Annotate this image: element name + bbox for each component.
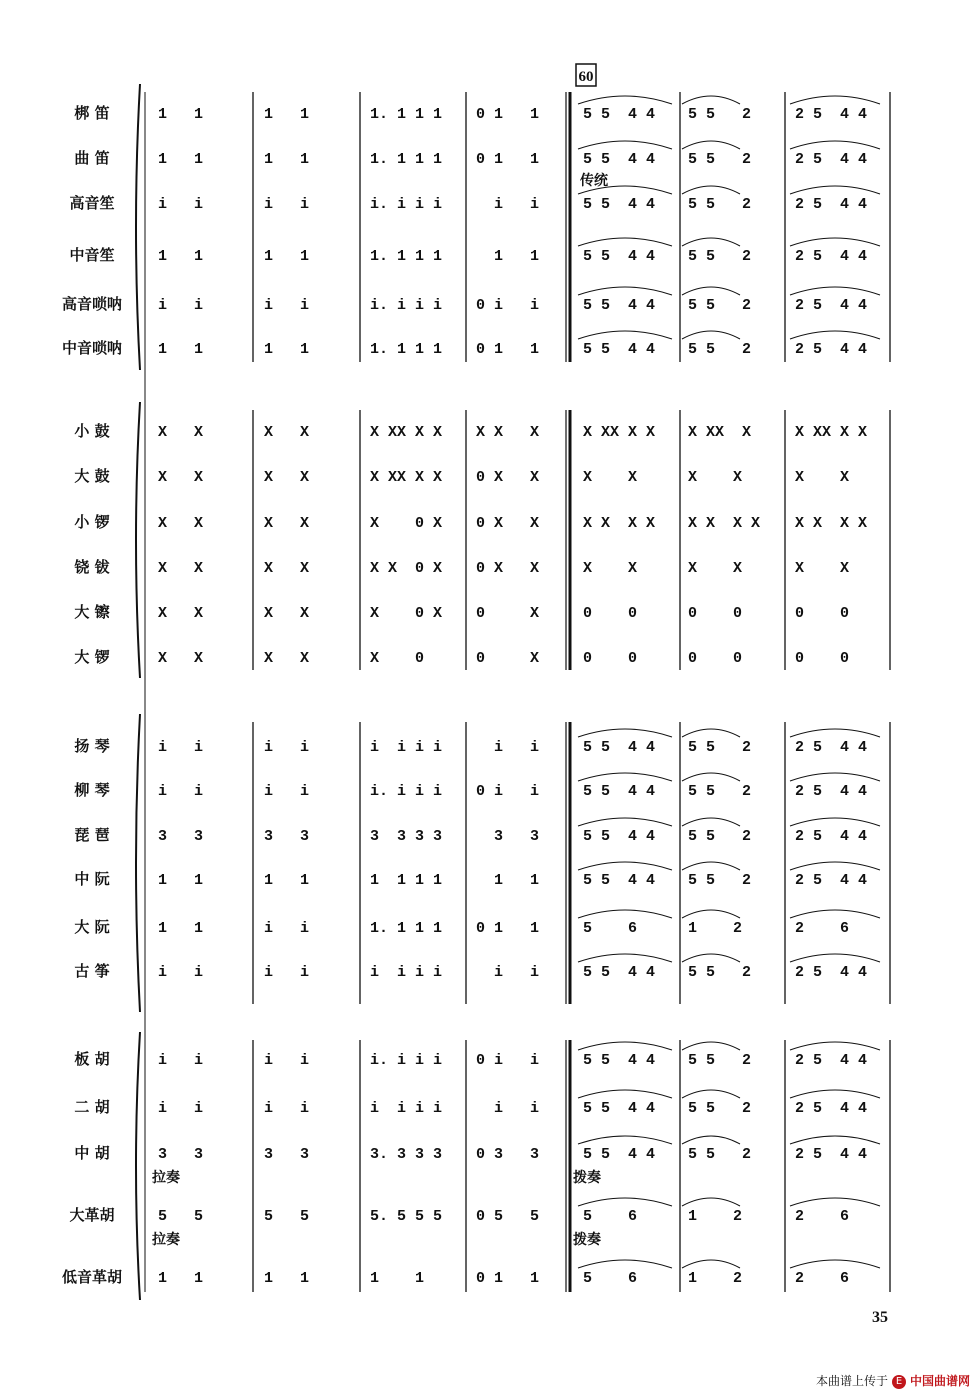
- measure-cell: 5 5 2: [688, 151, 752, 168]
- measure-cell: i i: [476, 1100, 540, 1117]
- measure-cell: 2 6: [795, 1208, 850, 1225]
- measure-cell: 2 5 4 4: [795, 1146, 868, 1163]
- slur: [790, 729, 880, 737]
- page-number: 35: [872, 1309, 888, 1326]
- measure-cell: 3 3: [158, 1146, 204, 1163]
- measure-cell: 0 X X: [476, 560, 540, 577]
- slur: [682, 773, 740, 781]
- slur: [578, 910, 672, 918]
- measure-cell: 1. 1 1 1: [370, 248, 443, 265]
- measure-cell: 3 3: [476, 828, 540, 845]
- measure-cell: X X: [688, 560, 743, 577]
- measure-cell: X XX X X: [583, 424, 656, 441]
- measure-cell: 1 1: [264, 341, 310, 358]
- measure-cell: 2 5 4 4: [795, 828, 868, 845]
- slur: [578, 331, 672, 339]
- measure-cell: X X: [158, 469, 204, 486]
- measure-cell: 0 3 3: [476, 1146, 540, 1163]
- instrument-name: 大革胡: [69, 1206, 115, 1224]
- slur: [790, 773, 880, 781]
- measure-cell: 5 5 4 4: [583, 783, 656, 800]
- footer-credit: [816, 1372, 970, 1389]
- measure-cell: 1 1: [158, 248, 204, 265]
- instrument-name: 低音革胡: [61, 1268, 123, 1286]
- measure-cell: X X X: [476, 424, 540, 441]
- measure-cell: 2 6: [795, 920, 850, 937]
- slur: [790, 910, 880, 918]
- measure-cell: 5 5 4 4: [583, 872, 656, 889]
- performance-note: 拨奏: [573, 1170, 601, 1186]
- instrument-name: 扬 琴: [74, 737, 110, 755]
- slur: [578, 729, 672, 737]
- slur: [790, 818, 880, 826]
- slur: [790, 331, 880, 339]
- section-bracket: [136, 402, 140, 678]
- measure-cell: X X: [158, 560, 204, 577]
- score-staff-structure: [136, 84, 890, 1300]
- instrument-name: 大 阮: [74, 918, 110, 936]
- measure-cell: i i: [476, 196, 540, 213]
- measure-cell: i i: [158, 196, 204, 213]
- measure-cell: 2 5 4 4: [795, 341, 868, 358]
- instrument-name: 大 鼓: [74, 467, 110, 485]
- measure-cell: X X 0 X: [370, 560, 443, 577]
- measure-cell: i. i i i: [370, 1052, 443, 1069]
- measure-cell: 0 0: [583, 605, 638, 622]
- measure-cell: 3 3 3 3: [370, 828, 443, 845]
- slur: [790, 954, 880, 962]
- measure-cell: 0 X X: [476, 515, 540, 532]
- measure-cell: 0 0: [795, 605, 850, 622]
- measure-cell: 2 5 4 4: [795, 1100, 868, 1117]
- measure-cell: i i: [476, 964, 540, 981]
- slur: [682, 818, 740, 826]
- rehearsal-mark: 60: [578, 69, 594, 85]
- measure-cell: 5 5 2: [688, 1100, 752, 1117]
- slur: [578, 773, 672, 781]
- slur: [790, 1198, 880, 1206]
- slur: [578, 862, 672, 870]
- slur: [578, 1260, 672, 1268]
- measure-cell: X X: [158, 605, 204, 622]
- measure-cell: 1. 1 1 1: [370, 106, 443, 123]
- instrument-name: 铙 钹: [74, 558, 110, 576]
- slur: [578, 238, 672, 246]
- slur: [790, 141, 880, 149]
- measure-cell: X X: [795, 469, 850, 486]
- slur: [790, 1042, 880, 1050]
- measure-cell: X XX X X: [370, 469, 443, 486]
- instrument-name: 中音笙: [69, 246, 115, 264]
- measure-cell: 1 2: [688, 1208, 743, 1225]
- instrument-name: 中 阮: [74, 870, 110, 888]
- measure-cell: 3 3: [264, 1146, 310, 1163]
- measure-cell: i i: [158, 1100, 204, 1117]
- instrument-name: 小 鼓: [74, 422, 110, 440]
- measure-cell: 2 5 4 4: [795, 783, 868, 800]
- slur: [578, 141, 672, 149]
- performance-note: 拉奏: [152, 1170, 180, 1186]
- instrument-name: 大 镲: [74, 603, 110, 621]
- measure-cell: 1 1 1 1: [370, 872, 443, 889]
- measure-cell: 0 1 1: [476, 106, 540, 123]
- measure-cell: 5 5 2: [688, 739, 752, 756]
- instrument-name: 中 胡: [74, 1144, 110, 1162]
- measure-cell: X XX X X: [795, 424, 868, 441]
- measure-cell: X X: [264, 515, 310, 532]
- measure-cell: 1 1: [158, 920, 204, 937]
- measure-cell: i i: [476, 739, 540, 756]
- measure-cell: X X: [264, 650, 310, 667]
- measure-cell: 2 5 4 4: [795, 248, 868, 265]
- measure-cell: X X: [583, 469, 638, 486]
- slur: [790, 862, 880, 870]
- measure-cell: 0 1 1: [476, 151, 540, 168]
- slur: [578, 818, 672, 826]
- measure-cell: 0 i i: [476, 783, 540, 800]
- instrument-name: 梆 笛: [74, 104, 110, 122]
- instrument-name: 曲 笛: [74, 149, 110, 167]
- site-logo-icon: E: [892, 1375, 906, 1389]
- measure-cell: 5 6: [583, 1270, 638, 1287]
- measure-cell: 0 0: [583, 650, 638, 667]
- slur: [578, 1042, 672, 1050]
- slur: [578, 1090, 672, 1098]
- measure-cell: 1 1: [476, 248, 540, 265]
- measure-cell: 5 5 4 4: [583, 196, 656, 213]
- measure-cell: 5 5 2: [688, 1146, 752, 1163]
- measure-cell: 1 1: [264, 872, 310, 889]
- measure-cell: 0 X: [476, 605, 540, 622]
- measure-cell: 1. 1 1 1: [370, 151, 443, 168]
- slur: [682, 186, 740, 194]
- measure-cell: i i: [158, 783, 204, 800]
- measure-cell: X XX X: [688, 424, 752, 441]
- slur: [790, 1260, 880, 1268]
- measure-cell: 1 1: [264, 151, 310, 168]
- slur: [682, 238, 740, 246]
- measure-cell: 0 1 1: [476, 1270, 540, 1287]
- measure-cell: 0 X: [476, 650, 540, 667]
- measure-cell: X X: [158, 650, 204, 667]
- measure-cell: X X: [264, 424, 310, 441]
- measure-cell: 2 5 4 4: [795, 151, 868, 168]
- section-bracket: [136, 1032, 140, 1300]
- instrument-name: 柳 琴: [74, 781, 110, 799]
- measure-cell: i i: [264, 297, 310, 314]
- instrument-name: 中音唢呐: [61, 339, 123, 357]
- section-bracket: [136, 84, 140, 370]
- measure-cell: X X X X: [688, 515, 761, 532]
- footer-prefix: 本曲谱上传于: [815, 1374, 888, 1388]
- measure-cell: 5 5 4 4: [583, 341, 656, 358]
- instrument-name: 高音唢呐: [61, 295, 123, 313]
- instrument-name: 二 胡: [74, 1098, 110, 1116]
- measure-cell: 5 5 4 4: [583, 1052, 656, 1069]
- measure-cell: 5 5 2: [688, 196, 752, 213]
- measure-cell: 1 1: [158, 1270, 204, 1287]
- measure-cell: 5 5 4 4: [583, 1146, 656, 1163]
- measure-cell: i. i i i: [370, 297, 443, 314]
- slur: [682, 287, 740, 295]
- measure-cell: 5 6: [583, 920, 638, 937]
- measure-cell: 2 5 4 4: [795, 297, 868, 314]
- instrument-name: 小 锣: [74, 513, 110, 531]
- slur: [682, 1198, 740, 1206]
- instrument-name: 大 锣: [74, 648, 110, 666]
- measure-cell: 5 5 4 4: [583, 151, 656, 168]
- measure-cell: 5 5 4 4: [583, 297, 656, 314]
- measure-cell: 1 2: [688, 920, 743, 937]
- measure-cell: 5. 5 5 5: [370, 1208, 443, 1225]
- measure-cell: X X: [688, 469, 743, 486]
- measure-cell: 5 5 4 4: [583, 828, 656, 845]
- measure-cell: 1 1: [264, 248, 310, 265]
- measure-cell: X X X X: [583, 515, 656, 532]
- measure-cell: 5 5 2: [688, 872, 752, 889]
- slur: [682, 862, 740, 870]
- measure-cell: 0 i i: [476, 1052, 540, 1069]
- measure-cell: 0 0: [688, 605, 743, 622]
- slur: [682, 141, 740, 149]
- measure-cell: 1 1: [476, 872, 540, 889]
- measure-cell: X 0 X: [370, 515, 443, 532]
- measure-cell: 5 5 2: [688, 964, 752, 981]
- slur: [682, 1260, 740, 1268]
- measure-cell: i i: [158, 1052, 204, 1069]
- measure-cell: X 0: [370, 650, 425, 667]
- measure-cell: 5 5 2: [688, 341, 752, 358]
- measure-cell: i i: [264, 739, 310, 756]
- slur: [790, 1136, 880, 1144]
- measure-cell: i i: [264, 1100, 310, 1117]
- measure-cell: 0 0: [795, 650, 850, 667]
- measure-cell: 2 5 4 4: [795, 1052, 868, 1069]
- measure-cell: 5 6: [583, 1208, 638, 1225]
- section-bracket: [136, 714, 140, 1012]
- slur: [682, 1042, 740, 1050]
- measure-cell: 0 X X: [476, 469, 540, 486]
- measure-cell: i. i i i: [370, 783, 443, 800]
- measure-cell: 2 5 4 4: [795, 872, 868, 889]
- measure-cell: 2 6: [795, 1270, 850, 1287]
- measure-cell: 1 1: [264, 106, 310, 123]
- slur: [578, 1136, 672, 1144]
- measure-cell: 5 5 2: [688, 297, 752, 314]
- measure-cell: i i: [158, 297, 204, 314]
- slur: [790, 238, 880, 246]
- measure-cell: 5 5: [158, 1208, 204, 1225]
- measure-cell: X 0 X: [370, 605, 443, 622]
- measure-cell: 5 5 4 4: [583, 248, 656, 265]
- measure-cell: 3. 3 3 3: [370, 1146, 443, 1163]
- measure-cell: 2 5 4 4: [795, 739, 868, 756]
- score-text-layer: [62, 104, 867, 1287]
- measure-cell: 5 5 2: [688, 106, 752, 123]
- measure-cell: 5 5 2: [688, 1052, 752, 1069]
- slur: [682, 729, 740, 737]
- instrument-name: 高音笙: [69, 194, 115, 212]
- slur: [578, 954, 672, 962]
- measure-cell: 1 1: [370, 1270, 425, 1287]
- measure-cell: i i: [264, 964, 310, 981]
- measure-cell: 0 0: [688, 650, 743, 667]
- measure-cell: i i i i: [370, 1100, 443, 1117]
- measure-cell: 1 2: [688, 1270, 743, 1287]
- measure-cell: i i i i: [370, 964, 443, 981]
- measure-cell: 0 1 1: [476, 341, 540, 358]
- measure-cell: i i: [264, 196, 310, 213]
- measure-cell: 1 1: [264, 1270, 310, 1287]
- measure-cell: i i: [158, 964, 204, 981]
- slur: [790, 96, 880, 104]
- slur: [578, 287, 672, 295]
- measure-cell: 5 5: [264, 1208, 310, 1225]
- footer-brand[interactable]: 中国曲谱网: [909, 1374, 970, 1388]
- slur: [790, 1090, 880, 1098]
- measure-cell: 1 1: [158, 151, 204, 168]
- measure-cell: 0 5 5: [476, 1208, 540, 1225]
- measure-cell: 0 1 1: [476, 920, 540, 937]
- slur: [682, 1136, 740, 1144]
- measure-cell: i i: [264, 1052, 310, 1069]
- measure-cell: 3 3: [158, 828, 204, 845]
- slur: [790, 186, 880, 194]
- performance-note: 拨奏: [573, 1232, 601, 1248]
- slur: [682, 1090, 740, 1098]
- measure-cell: X X: [795, 560, 850, 577]
- measure-cell: X X X X: [795, 515, 868, 532]
- slur: [682, 96, 740, 104]
- measure-cell: X X: [264, 560, 310, 577]
- slur: [682, 954, 740, 962]
- measure-cell: i i i i: [370, 739, 443, 756]
- measure-cell: 2 5 4 4: [795, 196, 868, 213]
- measure-cell: 5 5 2: [688, 783, 752, 800]
- measure-cell: X XX X X: [370, 424, 443, 441]
- measure-cell: 2 5 4 4: [795, 106, 868, 123]
- measure-cell: 5 5 4 4: [583, 106, 656, 123]
- measure-cell: X X: [264, 469, 310, 486]
- slur: [682, 331, 740, 339]
- measure-cell: 1 1: [158, 341, 204, 358]
- slur: [682, 910, 740, 918]
- performance-note: 传统: [580, 173, 608, 189]
- measure-cell: X X: [583, 560, 638, 577]
- slur: [578, 1198, 672, 1206]
- measure-cell: X X: [158, 515, 204, 532]
- measure-cell: i i: [158, 739, 204, 756]
- measure-cell: 1. 1 1 1: [370, 920, 443, 937]
- measure-cell: 0 i i: [476, 297, 540, 314]
- measure-cell: 5 5 2: [688, 248, 752, 265]
- measure-cell: 1 1: [158, 106, 204, 123]
- measure-cell: 5 5 4 4: [583, 739, 656, 756]
- instrument-name: 古 筝: [74, 962, 110, 980]
- measure-cell: i i: [264, 920, 310, 937]
- measure-cell: 1. 1 1 1: [370, 341, 443, 358]
- instrument-name: 板 胡: [74, 1050, 110, 1068]
- measure-cell: i. i i i: [370, 196, 443, 213]
- slur: [578, 96, 672, 104]
- measure-cell: 2 5 4 4: [795, 964, 868, 981]
- measure-cell: X X: [158, 424, 204, 441]
- measure-cell: 1 1: [158, 872, 204, 889]
- measure-cell: X X: [264, 605, 310, 622]
- measure-cell: 3 3: [264, 828, 310, 845]
- slur: [790, 287, 880, 295]
- measure-cell: 5 5 4 4: [583, 1100, 656, 1117]
- measure-cell: 5 5 2: [688, 828, 752, 845]
- instrument-name: 琵 琶: [74, 826, 110, 844]
- measure-cell: i i: [264, 783, 310, 800]
- measure-cell: 5 5 4 4: [583, 964, 656, 981]
- performance-note: 拉奏: [152, 1232, 180, 1248]
